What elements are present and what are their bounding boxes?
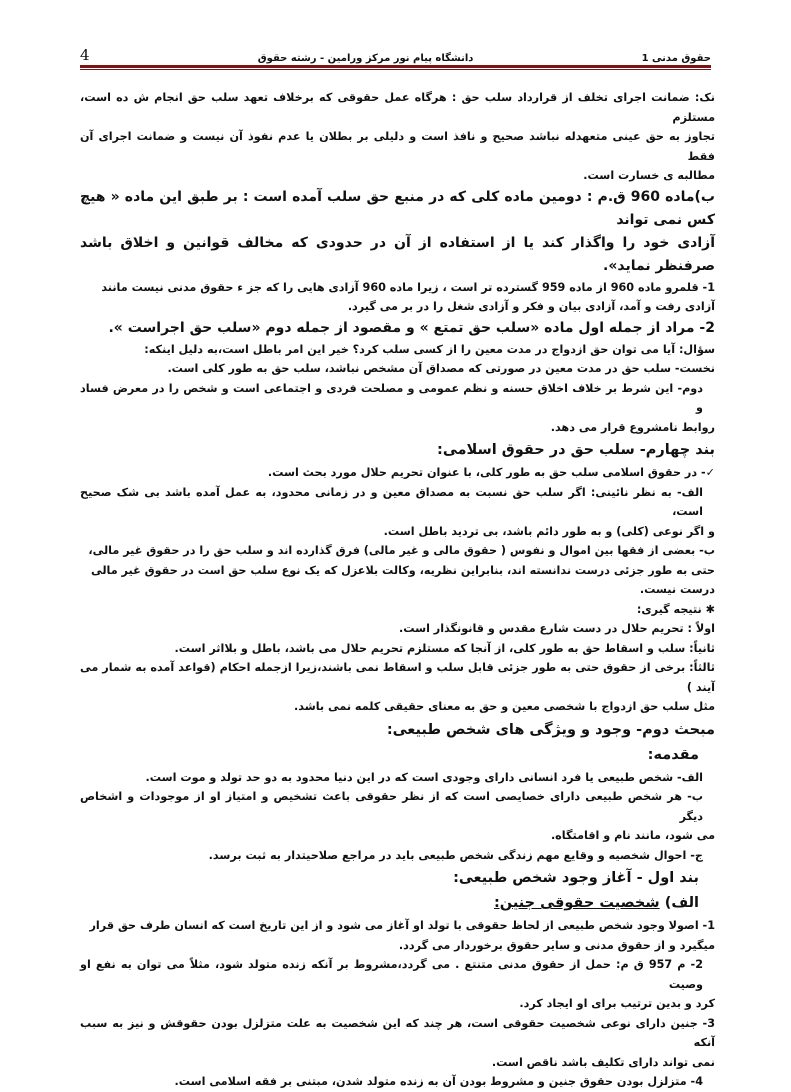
paragraph-line: می شود، مانند نام و اقامتگاه. <box>550 829 715 842</box>
subsection-prefix: الف) <box>664 895 699 911</box>
paragraph-line: ثالثاً: برخی از حقوق حتی به طور جزئی قابل سلب و اسقاط نمی باشند،زیرا ازجمله احکام (قواعد آمده به شمار می آیند ) <box>80 661 715 694</box>
checkmark-line: ✓- در حقوق اسلامی سلب حق به طور کلی، با عنوان تحریم حلال مورد بحث است. <box>267 466 715 479</box>
paragraph-line: تجاوز به حق عینی متعهدله نباشد صحیح و نافذ است و دلیلی بر بطلان یا عدم نفوذ آن نیست و ضمانت اجرای آن فقط <box>80 130 715 163</box>
header-course-title: حقوق مدنی 1 <box>641 53 711 64</box>
paragraph-line: مطالبه ی خسارت است. <box>583 169 715 182</box>
paragraph-line: 3- جنین دارای نوعی شخصیت حقوقی است، هر چند که این شخصیت به علت متزلزل بودن حقوقش و نیز به سبب آنکه <box>80 1016 715 1049</box>
paragraph-line: مثل سلب حق ازدواج با شخصی معین و حق به معنای حقیقی کلمه نمی باشد. <box>293 700 715 713</box>
page-number: 4 <box>80 46 90 64</box>
section-heading-1: بند اول - آغاز وجود شخص طبیعی: <box>453 870 699 886</box>
header-rule-thick <box>80 65 711 68</box>
paragraph-line: اولاً : تحریم حلال در دست شارع مقدس و قانونگذار است. <box>398 622 715 635</box>
paragraph-line: نک: ضمانت اجرای تخلف از قرارداد سلب حق : هرگاه عمل حقوقی که برخلاف تعهد سلب حق انجام ش ده است، مستلزم <box>80 91 715 124</box>
paragraph-line: آزادی رفت و آمد، آزادی بیان و فکر و آزادی شغل را در بر می گیرد. <box>347 300 715 313</box>
intro-heading: مقدمه: <box>647 746 699 763</box>
header-university: دانشگاه پیام نور مرکز ورامین - رشته حقوق <box>257 53 474 64</box>
paragraph-line: و اگر نوعی (کلی) و به طور دائم باشد، بی تردید باطل است. <box>383 524 715 538</box>
page-header <box>80 38 711 64</box>
section-heading-4: بند چهارم- سلب حق در حقوق اسلامی: <box>437 442 715 458</box>
question-line: سؤال: آیا می توان حق ازدواج در مدت معین را از کسی سلب کرد؟ خیر این امر باطل است،به دلیل اینکه: <box>144 342 715 356</box>
paragraph-line: ب- بعضی از فقها بین اموال و نفوس ( حقوق مالی و غیر مالی) فرق گذارده اند و سلب حق را در حقوق غیر مالی، <box>88 544 715 557</box>
conclusion-heading: ✱ نتیجه گیری: <box>636 602 715 616</box>
paragraph-line: ج- احوال شخصیه و وقایع مهم زندگی شخص طبیعی باید در مراجع صلاحیتدار به ثبت برسد. <box>208 848 703 862</box>
document-body <box>80 88 715 1092</box>
paragraph-line: نمی تواند دارای تکلیف باشد ناقص است. <box>491 1055 715 1069</box>
paragraph-line: 2- م 957 ق م: حمل از حقوق مدنی متنتع . می گردد،مشروط بر آنکه زنده متولد شود، مثلاً می توان به نفع او وصیت <box>80 958 703 991</box>
paragraph-line: دوم- این شرط بر خلاف اخلاق حسنه و نظم عمومی و مصلحت فردی و اجتماعی است و شخص را در معرض فساد و <box>80 381 703 414</box>
paragraph-line: درست نیست. <box>639 583 715 596</box>
paragraph-line: کرد و بدین ترتیب برای او ایجاد کرد. <box>519 997 715 1010</box>
paragraph-line: 1- اصولا وجود شخص طبیعی از لحاظ حقوقی با تولد او آغاز می شود و از این تاریخ است که انسان طرف حق قرار <box>89 919 715 932</box>
paragraph-line: 4- متزلزل بودن حقوق جنین و مشروط بودن آن به زنده متولد شدن، مبتنی بر فقه اسلامی است. <box>174 1075 703 1088</box>
paragraph-line: میگیرد و از حقوق مدنی و سایر حقوق برخوردار می گردد. <box>398 938 715 952</box>
paragraph-line: ب- هر شخص طبیعی دارای خصایصی است که از نظر حقوقی باعث تشخیص و امتیاز او از موجودات و اشخاص دیگر <box>80 790 703 823</box>
paragraph-line: 1- قلمرو ماده 960 از ماده 959 گسترده تر است ، زیرا ماده 960 آزادی هایی را که جز ء حقوق مدنی نیست مانند <box>101 280 715 294</box>
paragraph-line: روابط نامشروع قرار می دهد. <box>550 420 715 434</box>
paragraph-line: الف- به نظر نائینی: اگر سلب حق نسبت به مصداق معین و در زمانی محدود، به عمل آمده باشد بی شک صحیح است، <box>80 485 703 518</box>
article-960-heading: ب)ماده 960 ق.م : دومین ماده کلی که در منبع حق سلب آمده است : بر طبق این ماده « هیچ کس نمی تواند <box>80 188 715 228</box>
header-rule-thin <box>80 69 711 70</box>
subsection-title: شخصیت حقوقی جنین: <box>493 895 660 911</box>
paragraph-line: ثانیاً: سلب و اسقاط حق به طور کلی، از آنجا که مستلزم تحریم حلال می باشد، باطل و بلااثر است. <box>174 641 715 655</box>
article-960-text: آزادی خود را واگذار کند یا از استفاده از آن در حدودی که مخالف قوانین و اخلاق باشد صرفنظر نماید». <box>80 234 715 274</box>
paragraph-line: نخست- سلب حق در مدت معین در صورتی که مصداق آن مشخص نباشد، سلب حق به طور کلی است. <box>167 362 715 375</box>
subsection-heading <box>80 891 715 915</box>
paragraph-line: الف- شخص طبیعی یا فرد انسانی دارای وجودی است که در این دنیا محدود به دو حد تولد و موت است. <box>145 770 703 784</box>
paragraph-line: حتی به طور جزئی درست ندانسته اند، بنابراین نظریه، وکالت بلاعزل که یک نوع سلب حق است در حقوق غیر مالی <box>91 563 715 577</box>
chapter-heading-2: مبحث دوم- وجود و ویژگی های شخص طبیعی: <box>386 721 715 738</box>
paragraph-line: 2- مراد از جمله اول ماده «سلب حق تمتع » و مقصود از جمله دوم «سلب حق اجراست ». <box>108 319 715 336</box>
